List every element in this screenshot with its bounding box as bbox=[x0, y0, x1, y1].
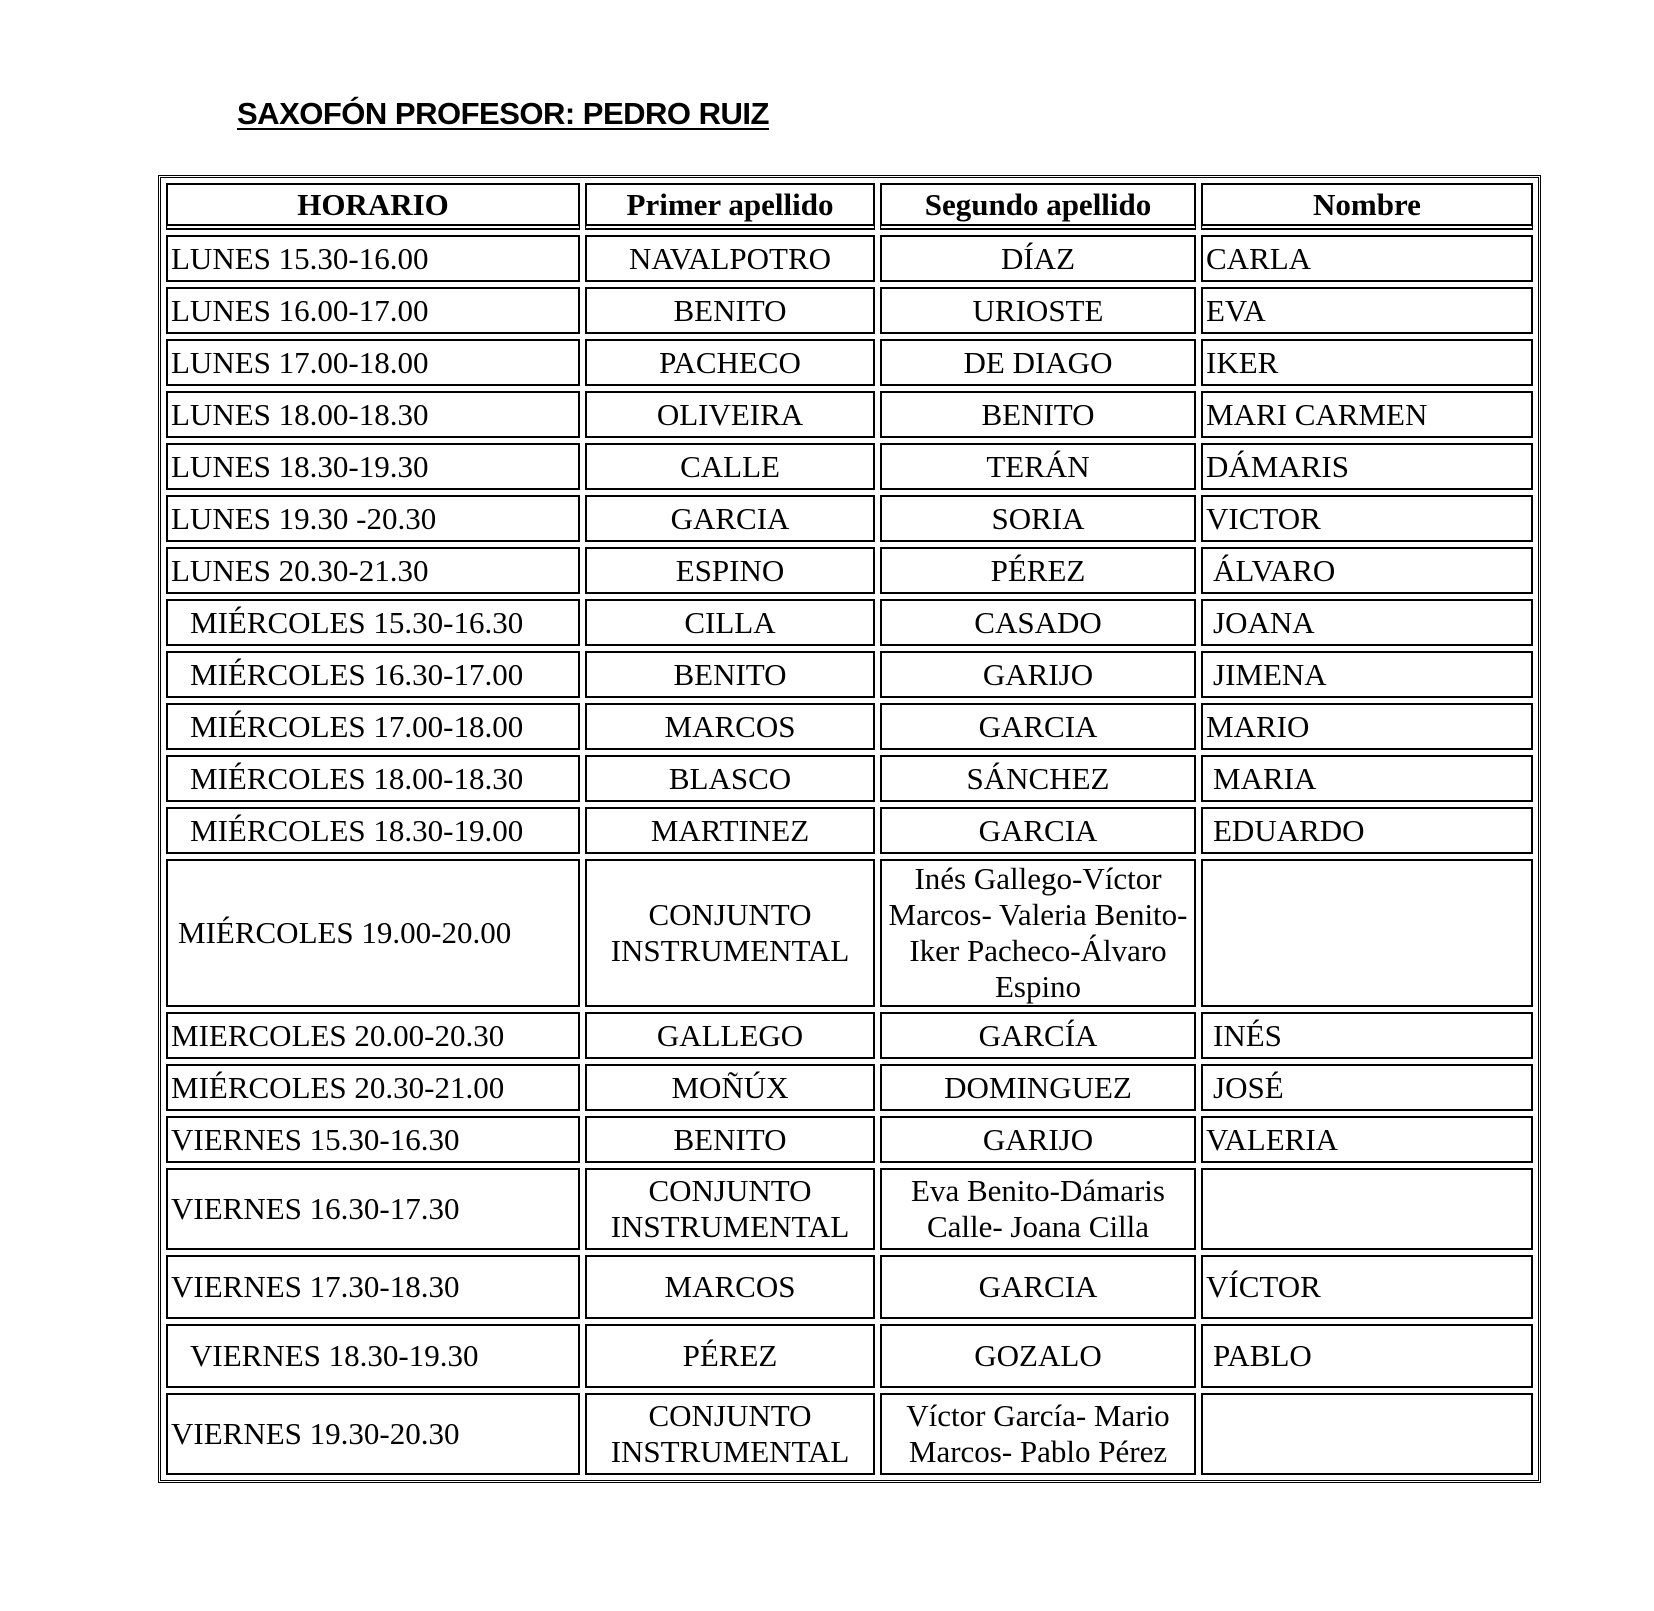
cell-primer-apellido: PACHECO bbox=[585, 339, 875, 386]
table-row bbox=[166, 495, 1533, 542]
cell-segundo-apellido: SÁNCHEZ bbox=[880, 755, 1196, 802]
table-row bbox=[166, 1324, 1533, 1388]
cell-segundo-apellido: GARCÍA bbox=[880, 1012, 1196, 1059]
cell-segundo-apellido: TERÁN bbox=[880, 443, 1196, 490]
cell-nombre bbox=[1201, 1393, 1533, 1475]
cell-nombre bbox=[1201, 859, 1533, 1007]
cell-segundo-apellido: GARCIA bbox=[880, 703, 1196, 750]
cell-nombre: JOSÉ bbox=[1201, 1064, 1533, 1111]
cell-horario: LUNES 18.00-18.30 bbox=[166, 391, 580, 438]
cell-horario: MIÉRCOLES 17.00-18.00 bbox=[166, 703, 580, 750]
header-nombre: Nombre bbox=[1201, 183, 1533, 230]
cell-ensemble-members: Inés Gallego-Víctor Marcos- Valeria Benito- Iker Pacheco-Álvaro Espino bbox=[880, 859, 1196, 1007]
table-row bbox=[166, 1168, 1533, 1250]
cell-primer-apellido: CONJUNTO INSTRUMENTAL bbox=[585, 1393, 875, 1475]
cell-segundo-apellido: SORIA bbox=[880, 495, 1196, 542]
table-row bbox=[166, 1255, 1533, 1319]
cell-primer-apellido: GARCIA bbox=[585, 495, 875, 542]
cell-horario: LUNES 17.00-18.00 bbox=[166, 339, 580, 386]
cell-primer-apellido: BENITO bbox=[585, 1116, 875, 1163]
cell-horario: VIERNES 17.30-18.30 bbox=[166, 1255, 580, 1319]
cell-nombre: PABLO bbox=[1201, 1324, 1533, 1388]
table-row bbox=[166, 755, 1533, 802]
header-horario: HORARIO bbox=[166, 183, 580, 230]
table-row bbox=[166, 859, 1533, 1007]
header-row bbox=[166, 183, 1533, 230]
cell-nombre: ÁLVARO bbox=[1201, 547, 1533, 594]
table-row bbox=[166, 1393, 1533, 1475]
cell-segundo-apellido: PÉREZ bbox=[880, 547, 1196, 594]
cell-horario: VIERNES 18.30-19.30 bbox=[166, 1324, 580, 1388]
cell-primer-apellido: BLASCO bbox=[585, 755, 875, 802]
cell-primer-apellido: GALLEGO bbox=[585, 1012, 875, 1059]
cell-primer-apellido: MARCOS bbox=[585, 1255, 875, 1319]
table-row bbox=[166, 547, 1533, 594]
cell-nombre: IKER bbox=[1201, 339, 1533, 386]
table-row bbox=[166, 1012, 1533, 1059]
table-row bbox=[166, 235, 1533, 282]
cell-horario: MIÉRCOLES 18.00-18.30 bbox=[166, 755, 580, 802]
cell-primer-apellido: NAVALPOTRO bbox=[585, 235, 875, 282]
cell-horario: LUNES 15.30-16.00 bbox=[166, 235, 580, 282]
cell-primer-apellido: CALLE bbox=[585, 443, 875, 490]
cell-segundo-apellido: URIOSTE bbox=[880, 287, 1196, 334]
cell-segundo-apellido: GARIJO bbox=[880, 651, 1196, 698]
cell-segundo-apellido: GOZALO bbox=[880, 1324, 1196, 1388]
cell-horario: MIERCOLES 20.00-20.30 bbox=[166, 1012, 580, 1059]
cell-segundo-apellido: BENITO bbox=[880, 391, 1196, 438]
cell-primer-apellido: MARTINEZ bbox=[585, 807, 875, 854]
table-row bbox=[166, 807, 1533, 854]
cell-ensemble-members: Eva Benito-Dámaris Calle- Joana Cilla bbox=[880, 1168, 1196, 1250]
cell-segundo-apellido: DÍAZ bbox=[880, 235, 1196, 282]
table-row bbox=[166, 1116, 1533, 1163]
header-segundo-apellido: Segundo apellido bbox=[880, 183, 1196, 230]
table-row bbox=[166, 1064, 1533, 1111]
cell-horario: LUNES 16.00-17.00 bbox=[166, 287, 580, 334]
cell-horario: VIERNES 19.30-20.30 bbox=[166, 1393, 580, 1475]
cell-nombre bbox=[1201, 1168, 1533, 1250]
cell-horario: MIÉRCOLES 19.00-20.00 bbox=[166, 859, 580, 1007]
cell-nombre: CARLA bbox=[1201, 235, 1533, 282]
cell-segundo-apellido: GARCIA bbox=[880, 807, 1196, 854]
cell-primer-apellido: PÉREZ bbox=[585, 1324, 875, 1388]
table-row bbox=[166, 703, 1533, 750]
cell-segundo-apellido: DOMINGUEZ bbox=[880, 1064, 1196, 1111]
cell-primer-apellido: CONJUNTO INSTRUMENTAL bbox=[585, 1168, 875, 1250]
table-row bbox=[166, 599, 1533, 646]
header-primer-apellido: Primer apellido bbox=[585, 183, 875, 230]
cell-horario: VIERNES 16.30-17.30 bbox=[166, 1168, 580, 1250]
cell-primer-apellido: BENITO bbox=[585, 651, 875, 698]
cell-horario: LUNES 18.30-19.30 bbox=[166, 443, 580, 490]
cell-primer-apellido: ESPINO bbox=[585, 547, 875, 594]
cell-nombre: VICTOR bbox=[1201, 495, 1533, 542]
table-row bbox=[166, 391, 1533, 438]
cell-nombre: EVA bbox=[1201, 287, 1533, 334]
cell-primer-apellido: MOÑÚX bbox=[585, 1064, 875, 1111]
cell-horario: VIERNES 15.30-16.30 bbox=[166, 1116, 580, 1163]
cell-horario: MIÉRCOLES 20.30-21.00 bbox=[166, 1064, 580, 1111]
cell-horario: LUNES 19.30 -20.30 bbox=[166, 495, 580, 542]
table-row bbox=[166, 287, 1533, 334]
cell-nombre: EDUARDO bbox=[1201, 807, 1533, 854]
cell-nombre: JIMENA bbox=[1201, 651, 1533, 698]
cell-primer-apellido: CILLA bbox=[585, 599, 875, 646]
table-row bbox=[166, 651, 1533, 698]
cell-nombre: DÁMARIS bbox=[1201, 443, 1533, 490]
cell-segundo-apellido: GARIJO bbox=[880, 1116, 1196, 1163]
table-row bbox=[166, 443, 1533, 490]
schedule-table bbox=[161, 178, 1538, 1480]
cell-nombre: VALERIA bbox=[1201, 1116, 1533, 1163]
cell-nombre: MARI CARMEN bbox=[1201, 391, 1533, 438]
cell-horario: MIÉRCOLES 15.30-16.30 bbox=[166, 599, 580, 646]
cell-nombre: INÉS bbox=[1201, 1012, 1533, 1059]
cell-segundo-apellido: GARCIA bbox=[880, 1255, 1196, 1319]
table-row bbox=[166, 339, 1533, 386]
cell-nombre: MARIO bbox=[1201, 703, 1533, 750]
cell-primer-apellido: MARCOS bbox=[585, 703, 875, 750]
cell-primer-apellido: OLIVEIRA bbox=[585, 391, 875, 438]
cell-segundo-apellido: CASADO bbox=[880, 599, 1196, 646]
cell-ensemble-members: Víctor García- Mario Marcos- Pablo Pérez bbox=[880, 1393, 1196, 1475]
page-title: SAXOFÓN PROFESOR: PEDRO RUIZ bbox=[237, 96, 769, 131]
schedule-table-frame bbox=[158, 175, 1541, 1483]
cell-horario: MIÉRCOLES 16.30-17.00 bbox=[166, 651, 580, 698]
cell-segundo-apellido: DE DIAGO bbox=[880, 339, 1196, 386]
cell-nombre: MARIA bbox=[1201, 755, 1533, 802]
cell-nombre: JOANA bbox=[1201, 599, 1533, 646]
cell-horario: LUNES 20.30-21.30 bbox=[166, 547, 580, 594]
cell-primer-apellido: CONJUNTO INSTRUMENTAL bbox=[585, 859, 875, 1007]
cell-nombre: VÍCTOR bbox=[1201, 1255, 1533, 1319]
cell-primer-apellido: BENITO bbox=[585, 287, 875, 334]
cell-horario: MIÉRCOLES 18.30-19.00 bbox=[166, 807, 580, 854]
